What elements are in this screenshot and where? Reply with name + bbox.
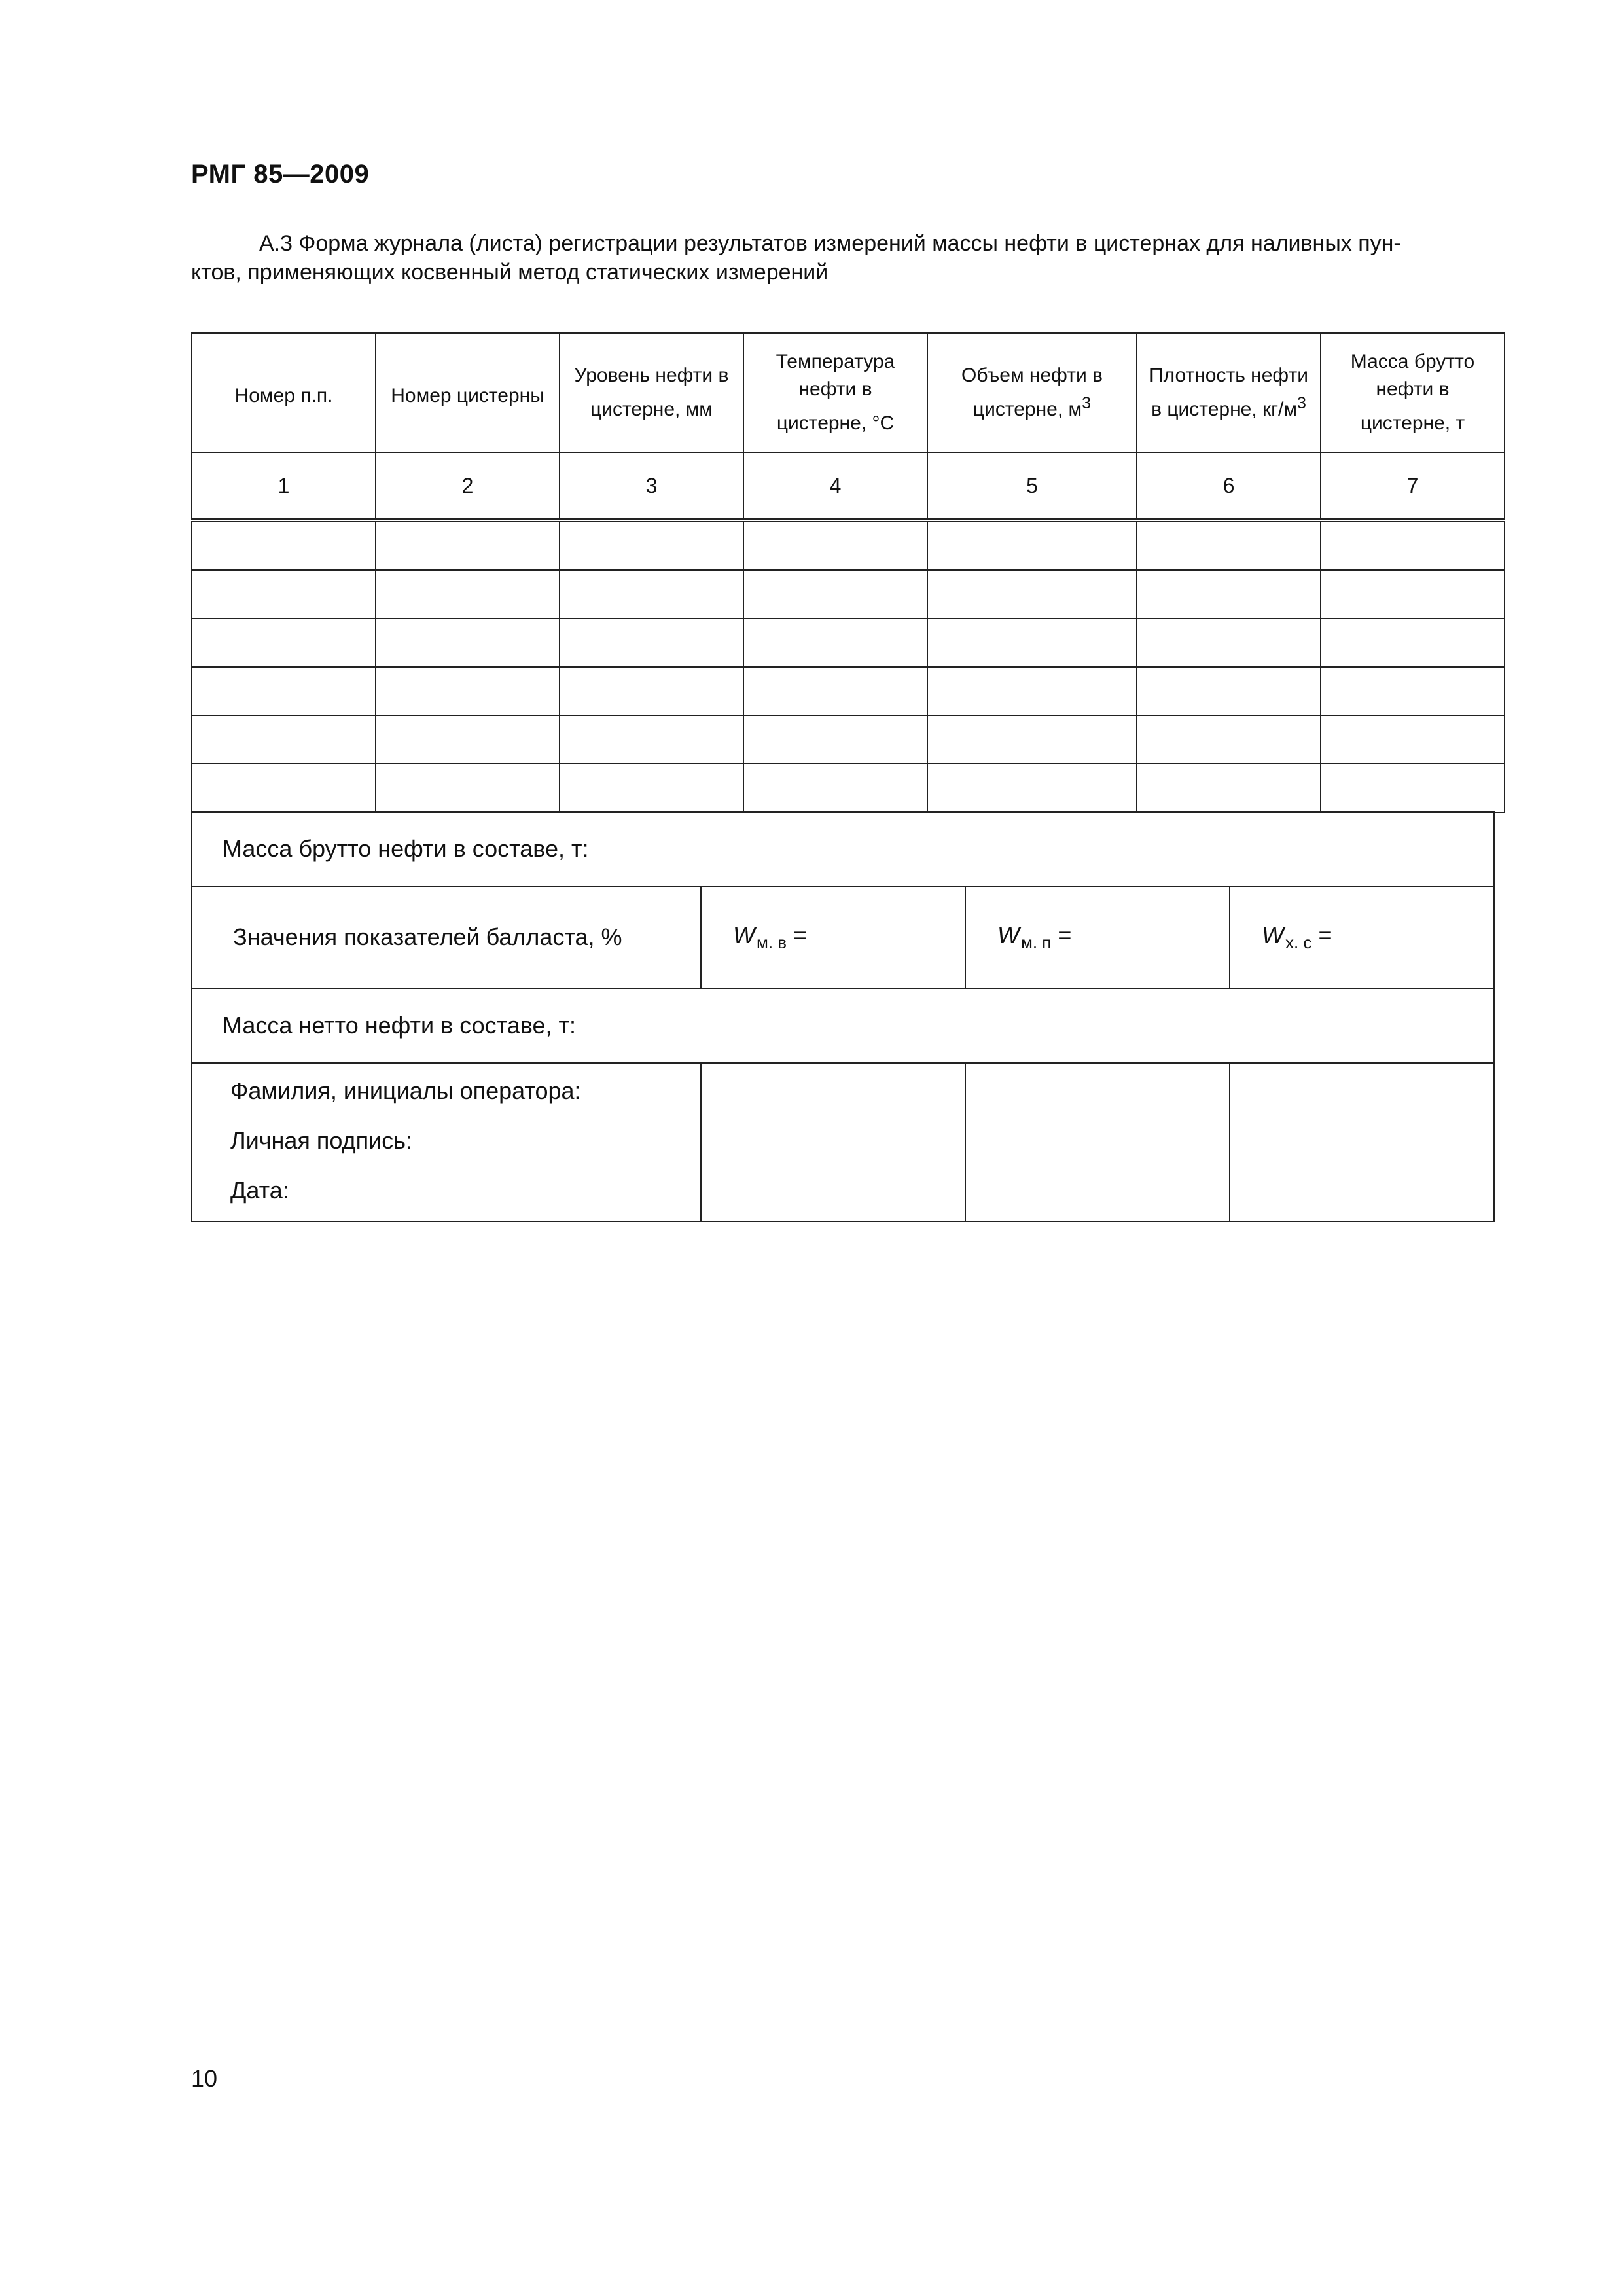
- table-row: [192, 764, 1505, 812]
- table-cell[interactable]: [927, 570, 1137, 619]
- table-cell[interactable]: [743, 619, 927, 667]
- summary-table: [191, 811, 1495, 1222]
- table-cell[interactable]: [376, 520, 560, 570]
- intro-paragraph: [191, 229, 1500, 287]
- table-cell[interactable]: [1321, 570, 1505, 619]
- net-mass-field[interactable]: [192, 988, 1494, 1063]
- table-cell[interactable]: [743, 570, 927, 619]
- table-cell[interactable]: [743, 715, 927, 764]
- table-row: [192, 619, 1505, 667]
- operator-label: Фамилия, инициалы оператора:: [230, 1077, 581, 1104]
- table-row: [192, 715, 1505, 764]
- ballast-label: Значения показателей балласта, %: [192, 886, 701, 988]
- table-cell[interactable]: [376, 570, 560, 619]
- signature-cell[interactable]: [701, 1063, 965, 1221]
- table-row: [192, 570, 1505, 619]
- table-header-row: [192, 333, 1505, 452]
- document-code: РМГ 85—2009: [191, 160, 370, 188]
- table-cell[interactable]: [927, 520, 1137, 570]
- table-cell[interactable]: [1137, 570, 1321, 619]
- header-cell-tank: Номер цистерны: [376, 333, 560, 452]
- column-number-row: [192, 452, 1505, 520]
- gross-mass-field[interactable]: [192, 812, 1494, 886]
- page-number: 10: [191, 2065, 218, 2092]
- gross-mass-row: [192, 812, 1494, 886]
- net-mass-row: [192, 988, 1494, 1063]
- table-cell[interactable]: [192, 715, 376, 764]
- header-cell-gross-mass: Масса брутто нефти в цистерне, т: [1321, 333, 1505, 452]
- ballast-chloride-field[interactable]: $W_{х. с}$ =: [1230, 886, 1494, 988]
- table-cell[interactable]: [376, 764, 560, 812]
- table-cell[interactable]: [927, 619, 1137, 667]
- table-cell[interactable]: [192, 570, 376, 619]
- registration-table: [191, 332, 1505, 813]
- table-row: [192, 667, 1505, 715]
- column-number: 1: [192, 452, 376, 520]
- table-cell[interactable]: [927, 715, 1137, 764]
- table-cell[interactable]: [1137, 520, 1321, 570]
- net-mass-label: Масса нетто нефти в составе, т:: [223, 1012, 576, 1039]
- column-number: 4: [743, 452, 927, 520]
- gross-mass-label: Масса брутто нефти в составе, т:: [223, 835, 589, 862]
- column-number: 6: [1137, 452, 1321, 520]
- intro-line-2: ктов, применяющих косвенный метод статических измерений: [191, 260, 829, 285]
- table-row: [192, 520, 1505, 570]
- ballast-impurities-field[interactable]: $W_{м. п}$ =: [965, 886, 1230, 988]
- table-cell[interactable]: [560, 764, 743, 812]
- intro-line-1: А.3 Форма журнала (листа) регистрации результатов измерений массы нефти в цистернах для наливных пун-: [259, 231, 1401, 256]
- data-rows: [192, 520, 1505, 812]
- column-number: 2: [376, 452, 560, 520]
- table-cell[interactable]: [376, 715, 560, 764]
- table-cell[interactable]: [560, 667, 743, 715]
- operator-block: [192, 1063, 701, 1221]
- table-cell[interactable]: [927, 667, 1137, 715]
- column-number: 3: [560, 452, 743, 520]
- signature-cell[interactable]: [1230, 1063, 1494, 1221]
- table-cell[interactable]: [927, 764, 1137, 812]
- header-cell-level: Уровень нефти в цистерне, мм: [560, 333, 743, 452]
- table-cell[interactable]: [560, 570, 743, 619]
- table-cell[interactable]: [1321, 667, 1505, 715]
- table-cell[interactable]: [192, 764, 376, 812]
- table-cell[interactable]: [192, 667, 376, 715]
- table-cell[interactable]: [1137, 715, 1321, 764]
- table-cell[interactable]: [1137, 619, 1321, 667]
- ballast-water-field[interactable]: $W_{м. в}$ =: [701, 886, 965, 988]
- table-cell[interactable]: [376, 619, 560, 667]
- signature-label: Личная подпись:: [230, 1127, 412, 1154]
- date-label: Дата:: [230, 1177, 289, 1204]
- table-cell[interactable]: [1321, 520, 1505, 570]
- signature-cell[interactable]: [965, 1063, 1230, 1221]
- table-cell[interactable]: [743, 667, 927, 715]
- table-cell[interactable]: [1321, 764, 1505, 812]
- signature-row: [192, 1063, 1494, 1221]
- table-cell[interactable]: [743, 520, 927, 570]
- table-cell[interactable]: [192, 619, 376, 667]
- column-number: 5: [927, 452, 1137, 520]
- column-number: 7: [1321, 452, 1505, 520]
- table-cell[interactable]: [192, 520, 376, 570]
- header-cell-number: Номер п.п.: [192, 333, 376, 452]
- table-cell[interactable]: [1321, 715, 1505, 764]
- ballast-row: [192, 886, 1494, 988]
- header-cell-temperature: Температура нефти в цистерне, °С: [743, 333, 927, 452]
- table-cell[interactable]: [560, 715, 743, 764]
- header-cell-volume: Объем нефти в цистерне, $м^3$: [927, 333, 1137, 452]
- table-cell[interactable]: [376, 667, 560, 715]
- table-cell[interactable]: [743, 764, 927, 812]
- table-cell[interactable]: [1137, 764, 1321, 812]
- table-cell[interactable]: [1321, 619, 1505, 667]
- table-cell[interactable]: [560, 520, 743, 570]
- table-cell[interactable]: [1137, 667, 1321, 715]
- table-cell[interactable]: [560, 619, 743, 667]
- header-cell-density: Плотность нефти в цистерне, $кг/м^3$: [1137, 333, 1321, 452]
